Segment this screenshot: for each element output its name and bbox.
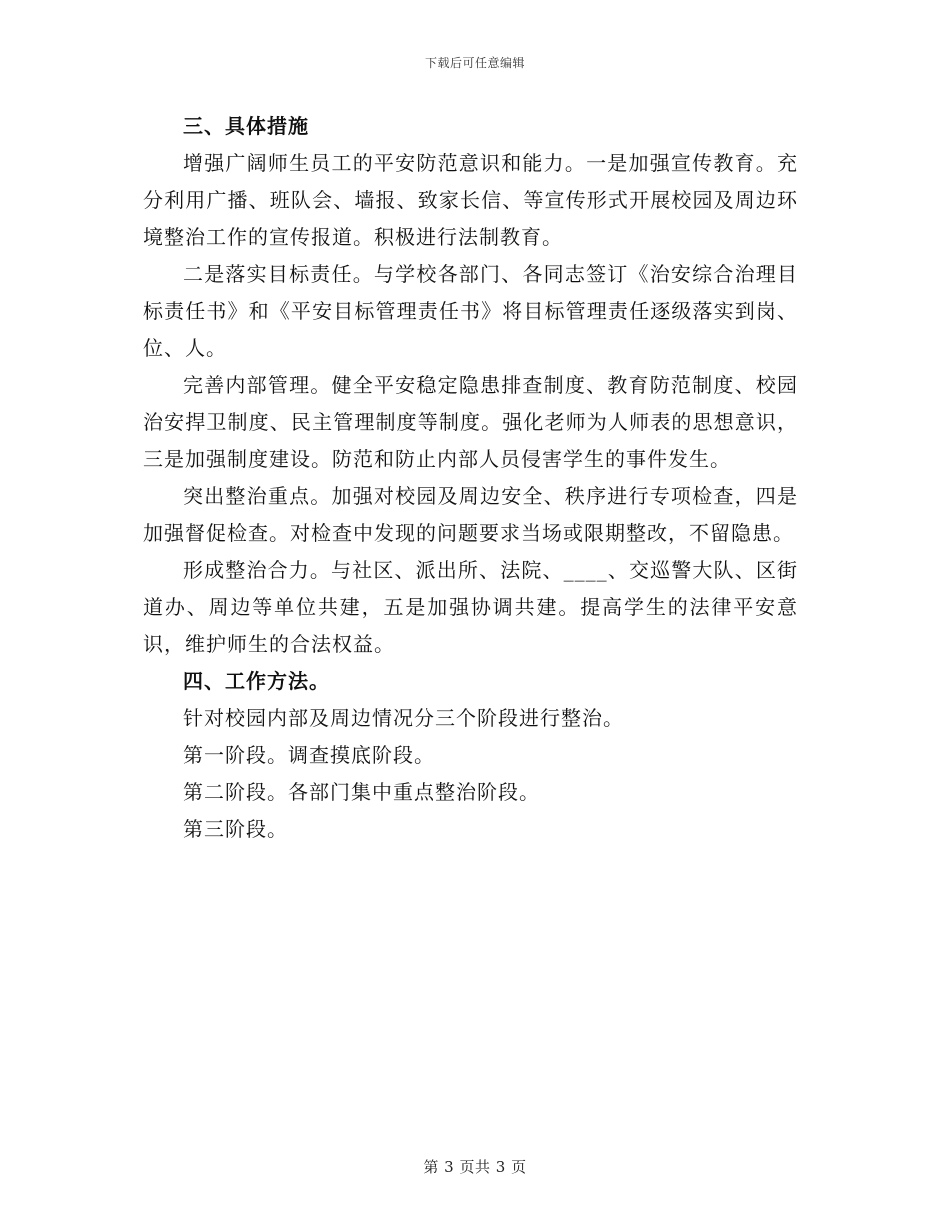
method-line-stage-1: 第一阶段。调查摸底阶段。 bbox=[183, 743, 435, 767]
paragraph-publicity: 增强广阔师生员工的平安防范意识和能力。一是加强宣传教育。充分利用广播、班队会、墙报、致家长信、等宣传形式开展校园及周边环境整治工作的宣传报道。积极进行法制教育。 bbox=[143, 151, 798, 249]
section-heading-methods: 四、工作方法。 bbox=[183, 669, 330, 693]
method-line-stage-3: 第三阶段。 bbox=[183, 817, 288, 841]
paragraph-responsibility: 二是落实目标责任。与学校各部门、各同志签订《治安综合治理目标责任书》和《平安目标管理责任书》将目标管理责任逐级落实到岗、位、人。 bbox=[143, 262, 798, 360]
section-heading-measures: 三、具体措施 bbox=[183, 114, 309, 138]
method-line-overview: 针对校园内部及周边情况分三个阶段进行整治。 bbox=[183, 706, 624, 730]
method-line-stage-2: 第二阶段。各部门集中重点整治阶段。 bbox=[183, 780, 540, 804]
paragraph-joint-efforts: 形成整治合力。与社区、派出所、法院、____、交巡警大队、区街道办、周边等单位共建，五是加强协调共建。提高学生的法律平安意识，维护师生的合法权益。 bbox=[143, 558, 798, 656]
paragraph-key-rectification: 突出整治重点。加强对校园及周边安全、秩序进行专项检查，四是加强督促检查。对检查中发现的问题要求当场或限期整改，不留隐患。 bbox=[143, 484, 798, 545]
header-note: 下载后可任意编辑 bbox=[424, 56, 525, 70]
document-body bbox=[143, 108, 798, 848]
page-number-footer: 第 3 页共 3 页 bbox=[423, 1158, 527, 1176]
paragraph-internal-management: 完善内部管理。健全平安稳定隐患排查制度、教育防范制度、校园治安捍卫制度、民主管理制度等制度。强化老师为人师表的思想意识，三是加强制度建设。防范和防止内部人员侵害学生的事件发生。 bbox=[143, 373, 798, 471]
